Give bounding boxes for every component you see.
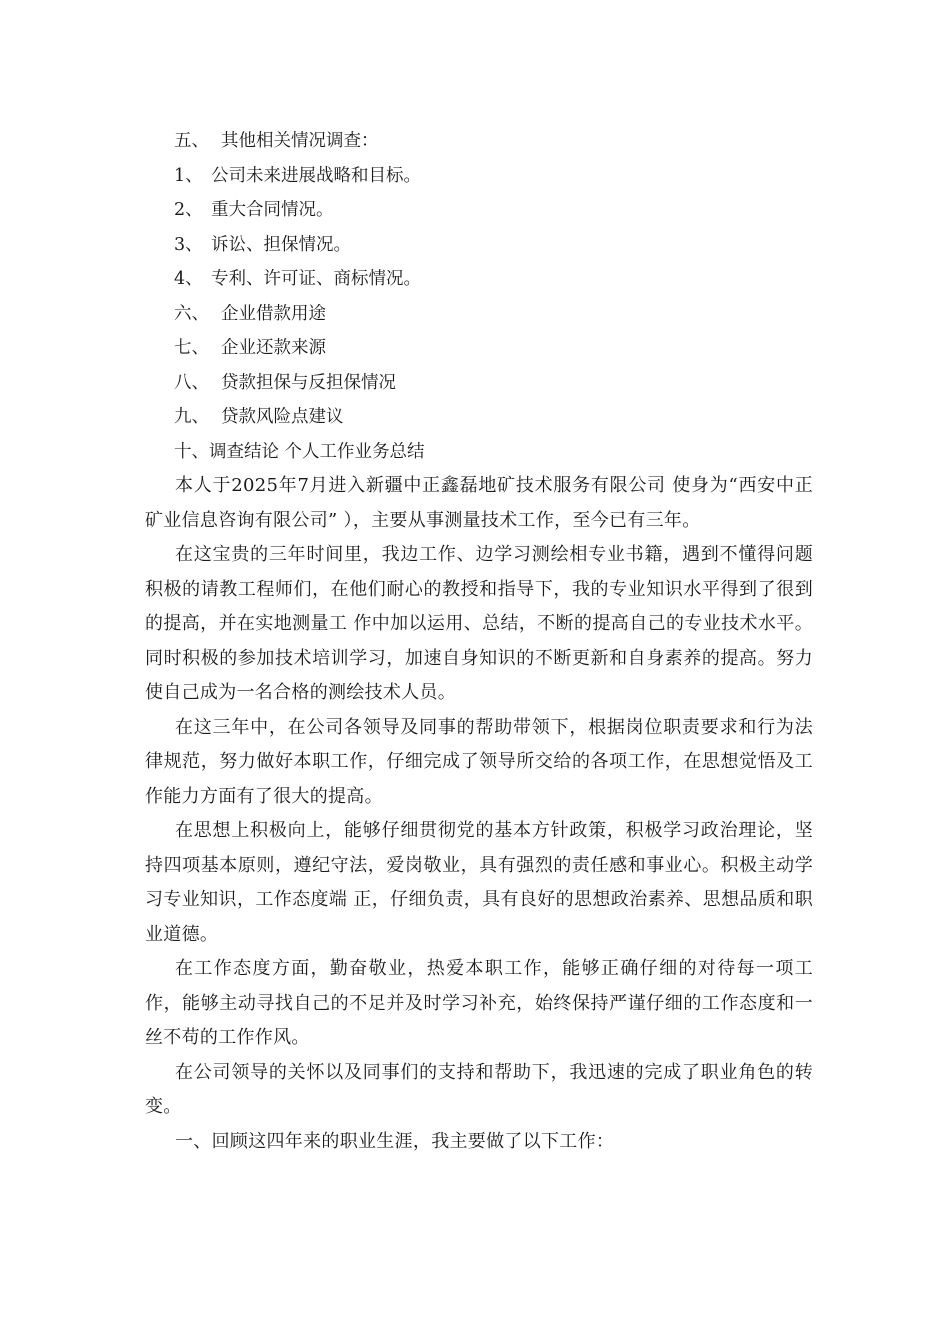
document-body [145,124,813,1159]
outline-number: 3、 [174,234,203,255]
outline-item [145,366,813,401]
body-paragraph: 本人于2025年7月进入新疆中正鑫磊地矿技术服务有限公司 使身为“西安中正矿业信息咨询有限公司” ），主要从事测量技术工作，至今已有三年。 [145,475,813,531]
outline-item [145,193,813,228]
outline-item [145,297,813,332]
outline-number: 五、 [174,131,209,151]
outline-number: 六、 [174,303,209,324]
outline-item [145,400,813,435]
outline-text: 贷款风险点建议 [221,407,344,427]
body-paragraph: 在这三年中，在公司各领导及同事的帮助带领下，根据岗位职责要求和行为法律规范，努力做好本职工作，仔细完成了领导所交给的各项工作，在思想觉悟及工作能力方面有了很大的提高。 [145,716,813,807]
outline-number: 八、 [174,372,209,393]
outline-text: 企业借款用途 [221,303,326,324]
body-paragraph: 在这宝贵的三年时间里，我边工作、边学习测绘相专业书籍，遇到不懂得问题积极的请教工程师们，在他们耐心的教授和指导下，我的专业知识水平得到了很到的提高，并在实地测量工 作中加以运用、总结，不断的提高自己的专业技术水平。同时积极的参加技术培训学习，加速自身知识的不断更新和自身素养的提高。努力使自己成为一名合格的测绘技术人员。 [145,544,813,703]
outline-text: 企业还款来源 [221,338,326,358]
outline-text: 公司未来进展战略和目标。 [211,165,421,186]
outline-number: 2、 [174,200,203,220]
outline-item [145,159,813,194]
outline-item [145,262,813,297]
outline-number: 4、 [174,269,203,289]
body-paragraph: 一、回顾这四年来的职业生涯，我主要做了以下工作： [175,1130,615,1152]
outline-text: 其他相关情况调查： [221,131,379,151]
outline-text: 重大合同情况。 [211,200,334,220]
outline-item [145,228,813,263]
body-paragraph: 在工作态度方面，勤奋敬业，热爱本职工作，能够正确仔细的对待每一项工作，能够主动寻找自己的不足并及时学习补充，始终保持严谨仔细的工作态度和一丝不苟的工作作风。 [145,958,813,1048]
section-heading: 十、调查结论 个人工作业务总结 [174,441,425,462]
outline-number: 九、 [174,407,209,427]
outline-text: 贷款担保与反担保情况 [221,372,396,393]
outline-item [145,124,813,159]
body-paragraph: 在公司领导的关怀以及同事们的支持和帮助下，我迅速的完成了职业角色的转变。 [145,1061,813,1117]
body-paragraph: 在思想上积极向上，能够仔细贯彻党的基本方针政策，积极学习政治理论，坚持四项基本原则，遵纪守法，爱岗敬业，具有强烈的责任感和事业心。积极主动学习专业知识，工作态度端 正，仔细负责，具有良好的思想政治素养、思想品质和职业道德。 [145,820,813,945]
outline-text: 诉讼、担保情况。 [211,234,351,255]
outline-text: 专利、许可证、商标情况。 [211,269,421,289]
outline-item [145,331,813,366]
outline-number: 七、 [174,338,209,358]
outline-number: 1、 [174,165,203,186]
